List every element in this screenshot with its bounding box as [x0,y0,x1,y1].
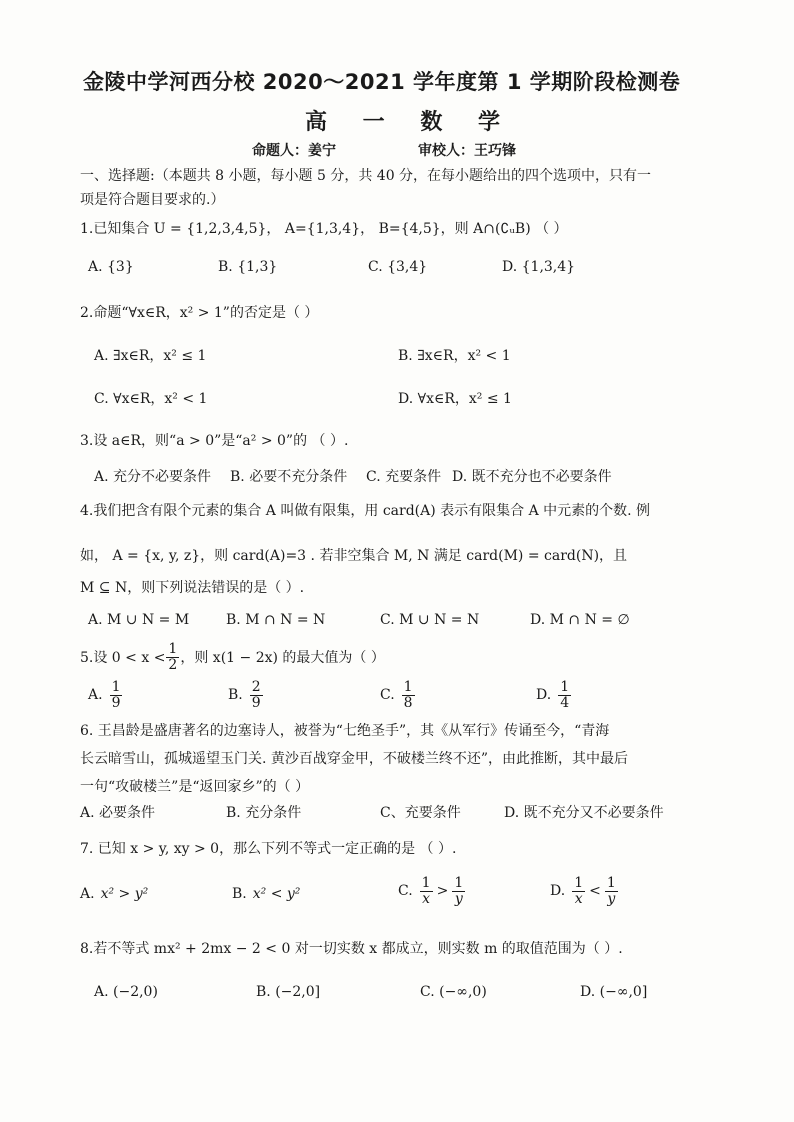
question-8-stem: 8.若不等式 mx² + 2mx − 2 < 0 对一切实数 x 都成立，则实数 m 的取值范围为（ ）. [80,941,623,957]
question-5-option-b: B. $\frac{2}{9}$ [228,679,261,711]
question-6-stem-line3: 一句“攻破楼兰”是“返回家乡”的（ ） [80,779,310,795]
question-8-option-c: C. (−∞,0) [420,984,487,1000]
question-2-option-b: B. ∃x∈R，x² < 1 [398,348,511,364]
question-6-option-d: D. 既不充分又不必要条件 [504,805,664,821]
question-3-stem: 3.设 a∈R，则“a > 0”是“a² > 0”的 （ ）. [80,433,349,449]
question-6-option-b: B. 充分条件 [226,805,302,821]
question-4-option-a: A. M ∪ N = M [88,612,190,628]
question-1-option-d: D. {1,3,4} [502,259,576,275]
question-3-option-c: C. 充要条件 [366,469,442,485]
question-6-option-a: A. 必要条件 [80,805,156,821]
question-setter: 命题人：姜宁 [252,143,336,159]
question-5-option-a: A. $\frac{1}{9}$ [88,679,121,711]
question-4-stem-line2: 如， A = {x, y, z}，则 card(A)=3 . 若非空集合 M, N 满足 card(M) = card(N)，且 [80,548,628,564]
section-intro-line2: 项是符合题目要求的.） [80,192,225,208]
question-5-option-c: C. $\frac{1}{8}$ [380,679,413,711]
question-2-option-d: D. ∀x∈R，x² ≤ 1 [398,391,512,407]
question-4-option-c: C. M ∪ N = N [380,612,480,628]
question-4-option-d: D. M ∩ N = ∅ [530,612,630,628]
question-5-option-d: D. $\frac{1}{4}$ [536,679,570,711]
question-4-stem-line3: M ⊆ N，则下列说法错误的是（ ）. [80,580,305,596]
question-7-option-a: A. x² > y² [80,886,149,902]
question-5-stem [80,642,385,672]
question-1-option-b: B. {1,3} [218,259,278,275]
question-reviewer: 审校人：王巧锋 [418,143,516,159]
subject-title: 高 一 数 学 [305,110,514,135]
question-6-option-c: C、充要条件 [380,805,461,821]
question-5-stem-pre: 5.设 0 < x < [80,650,166,667]
section-intro-line1: 一、选择题:（本题共 8 小题，每小题 5 分，共 40 分，在每小题给出的四个选项中，只有一 [80,168,652,184]
exam-title: 金陵中学河西分校 2020～2021 学年度第 1 学期阶段检测卷 [83,70,681,94]
question-6-stem-line1: 6. 王昌龄是盛唐著名的边塞诗人，被誉为“七绝圣手”，其《从军行》传诵至今，“青海 [80,723,610,739]
question-2-stem: 2.命题“∀x∈R，x² > 1”的否定是（ ） [80,305,319,321]
question-4-stem-line1: 4.我们把含有限个元素的集合 A 叫做有限集，用 card(A) 表示有限集合 A 中元素的个数. 例 [80,503,651,519]
question-2-option-a: A. ∃x∈R，x² ≤ 1 [94,348,207,364]
question-1-option-c: C. {3,4} [368,259,428,275]
question-2-option-c: C. ∀x∈R，x² < 1 [94,391,208,407]
question-3-option-a: A. 充分不必要条件 [94,469,212,485]
question-1-option-a: A. {3} [88,259,134,275]
question-4-option-b: B. M ∩ N = N [226,612,326,628]
question-6-stem-line2: 长云暗雪山，孤城遥望玉门关. 黄沙百战穿金甲，不破楼兰终不还”，由此推断，其中最后 [80,751,629,767]
question-7-option-c: C. $\frac{1}{x}$ > $\frac{1}{y}$ [398,875,464,907]
question-8-option-b: B. (−2,0] [256,984,321,1000]
question-7-option-d: D. $\frac{1}{x}$ < $\frac{1}{y}$ [550,875,616,907]
question-3-option-b: B. 必要不充分条件 [230,469,348,485]
question-1-stem: 1.已知集合 U = {1,2,3,4,5}， A={1,3,4}， B={4,5}，则 A∩(∁ᵤB) （ ） [80,221,568,237]
question-3-option-d: D. 既不充分也不必要条件 [452,469,612,485]
question-8-option-d: D. (−∞,0] [580,984,648,1000]
question-8-option-a: A. (−2,0) [94,984,158,1000]
question-5-stem-fraction: $\frac{1}{2}$ [168,641,178,673]
question-7-stem: 7. 已知 x > y, xy > 0，那么下列不等式一定正确的是 （ ）. [80,841,457,857]
question-7-option-b: B. x² < y² [232,886,301,902]
question-5-stem-post: ，则 x(1 − 2x) 的最大值为（ ） [180,650,385,667]
